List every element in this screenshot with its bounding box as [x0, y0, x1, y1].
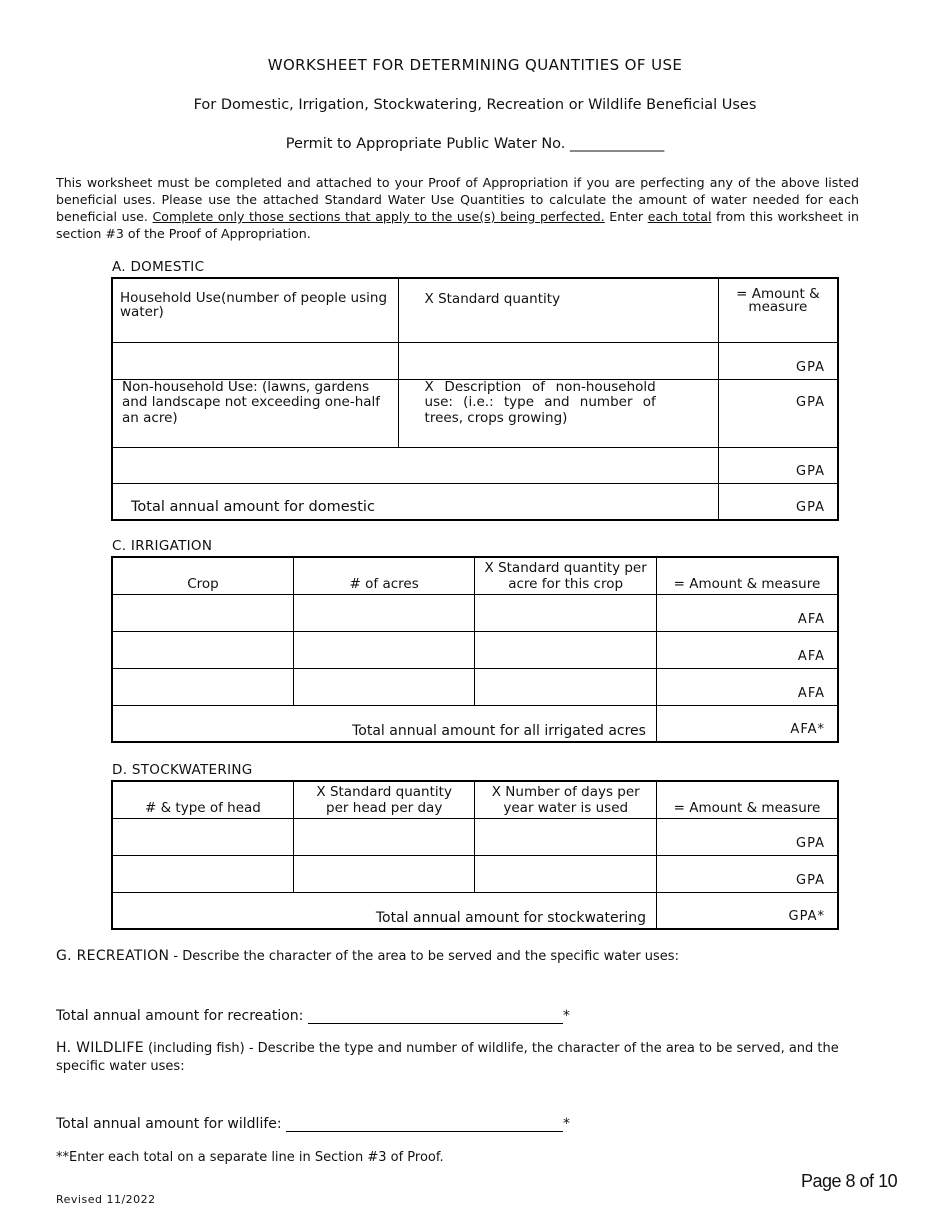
- days-per-year-header: X Number of days per year water is used: [475, 781, 657, 818]
- wildlife-total-label: Total annual amount for wildlife:: [56, 1116, 282, 1132]
- recreation-asterisk: *: [562, 1008, 570, 1024]
- wildlife-total-field[interactable]: [286, 1115, 563, 1132]
- stock-amount-header: = Amount & measure: [657, 781, 839, 818]
- standard-cell[interactable]: [293, 855, 475, 892]
- recreation-total-field[interactable]: [308, 1007, 563, 1024]
- standard-cell[interactable]: [475, 631, 657, 668]
- standard-cell[interactable]: [293, 818, 475, 855]
- days-cell[interactable]: [475, 855, 657, 892]
- crop-cell[interactable]: [112, 594, 293, 631]
- wildlife-section: [56, 1039, 856, 1075]
- nonhousehold-description-label: X Description of non-household use: (i.e.: type and number of trees, crops growing): [398, 379, 718, 447]
- domestic-total-label: Total annual amount for domestic: [112, 483, 718, 520]
- stockwatering-table: [111, 780, 839, 930]
- crop-cell[interactable]: [112, 631, 293, 668]
- irrigation-total-cell[interactable]: AFA*: [656, 705, 838, 742]
- recreation-heading: G. RECREATION: [56, 948, 170, 964]
- acres-header: # of acres: [293, 557, 474, 594]
- recreation-section: [56, 945, 856, 964]
- recreation-total-row: [56, 1007, 570, 1024]
- nonhousehold-amount-cell[interactable]: GPA: [718, 379, 838, 447]
- domestic-heading: A. DOMESTIC: [112, 259, 205, 275]
- crop-cell[interactable]: [112, 668, 293, 705]
- irrigation-total-label: Total annual amount for all irrigated acres: [112, 705, 656, 742]
- recreation-description: - Describe the character of the area to be served and the specific water uses:: [169, 949, 679, 964]
- page-number: Page 8 of 10: [801, 1171, 898, 1191]
- stock-amount-cell[interactable]: GPA: [657, 818, 839, 855]
- standard-per-head-header: X Standard quantity per head per day: [293, 781, 475, 818]
- domestic-total-cell[interactable]: GPA: [718, 483, 838, 520]
- acres-cell[interactable]: [293, 594, 474, 631]
- wildlife-asterisk: *: [563, 1116, 571, 1132]
- recreation-total-label: Total annual amount for recreation:: [56, 1008, 304, 1024]
- household-people-cell[interactable]: [112, 342, 398, 379]
- wildlife-total-row: [56, 1115, 570, 1132]
- stock-amount-cell[interactable]: GPA: [657, 855, 839, 892]
- standard-per-acre-header: X Standard quantity per acre for this crop: [475, 557, 657, 594]
- nonhousehold-amount-value-cell[interactable]: GPA: [718, 447, 838, 483]
- footer-note: **Enter each total on a separate line in Section #3 of Proof.: [56, 1150, 444, 1165]
- head-type-cell[interactable]: [112, 855, 293, 892]
- acres-cell[interactable]: [293, 668, 474, 705]
- head-type-cell[interactable]: [112, 818, 293, 855]
- domestic-table: [111, 277, 839, 521]
- irrigation-table: [111, 556, 839, 743]
- irrigation-heading: C. IRRIGATION: [112, 538, 213, 554]
- wildlife-heading: H. WILDLIFE: [56, 1040, 144, 1056]
- crop-header: Crop: [112, 557, 293, 594]
- days-cell[interactable]: [475, 818, 657, 855]
- nonhousehold-description-cell[interactable]: [112, 447, 718, 483]
- revision-date: Revised 11/2022: [56, 1193, 156, 1206]
- nonhousehold-use-label: Non-household Use: (lawns, gardens and landscape not exceeding one-half an acre): [112, 379, 398, 447]
- standard-cell[interactable]: [475, 668, 657, 705]
- stockwatering-heading: D. STOCKWATERING: [112, 762, 253, 778]
- irrigation-amount-cell[interactable]: AFA: [656, 668, 838, 705]
- irrigation-amount-cell[interactable]: AFA: [656, 631, 838, 668]
- page-title: WORKSHEET FOR DETERMINING QUANTITIES OF USE: [267, 56, 683, 74]
- head-type-header: # & type of head: [112, 781, 293, 818]
- household-use-label: Household Use(number of people using water): [112, 278, 398, 342]
- page-subtitle: For Domestic, Irrigation, Stockwatering, Recreation or Wildlife Beneficial Uses: [193, 97, 757, 113]
- stockwatering-total-cell[interactable]: GPA*: [657, 892, 839, 929]
- stockwatering-total-label: Total annual amount for stockwatering: [112, 892, 657, 929]
- household-standard-cell[interactable]: [398, 342, 718, 379]
- standard-cell[interactable]: [475, 594, 657, 631]
- wildlife-description: (including fish) - Describe the type and number of wildlife, the character of the area to be served, and the specific water uses:: [56, 1041, 839, 1074]
- amount-measure-header: = Amount & measure: [718, 278, 838, 342]
- irrigation-amount-header: = Amount & measure: [656, 557, 838, 594]
- standard-quantity-header: X Standard quantity: [398, 278, 718, 342]
- irrigation-amount-cell[interactable]: AFA: [656, 594, 838, 631]
- intro-paragraph: This worksheet must be completed and attached to your Proof of Appropriation if you are perfecting any of the above listed beneficial uses. Please use the attached Standard Water Use Quantities to calculate the amount of water needed for each beneficial use. Complete only those sections that apply to the use(s) being perfected. Enter each total from this worksheet in section #3 of the Proof of Appropriation.: [56, 175, 860, 241]
- household-amount-cell[interactable]: GPA: [718, 342, 838, 379]
- permit-number-label: Permit to Appropriate Public Water No. _____________: [285, 136, 665, 152]
- acres-cell[interactable]: [293, 631, 474, 668]
